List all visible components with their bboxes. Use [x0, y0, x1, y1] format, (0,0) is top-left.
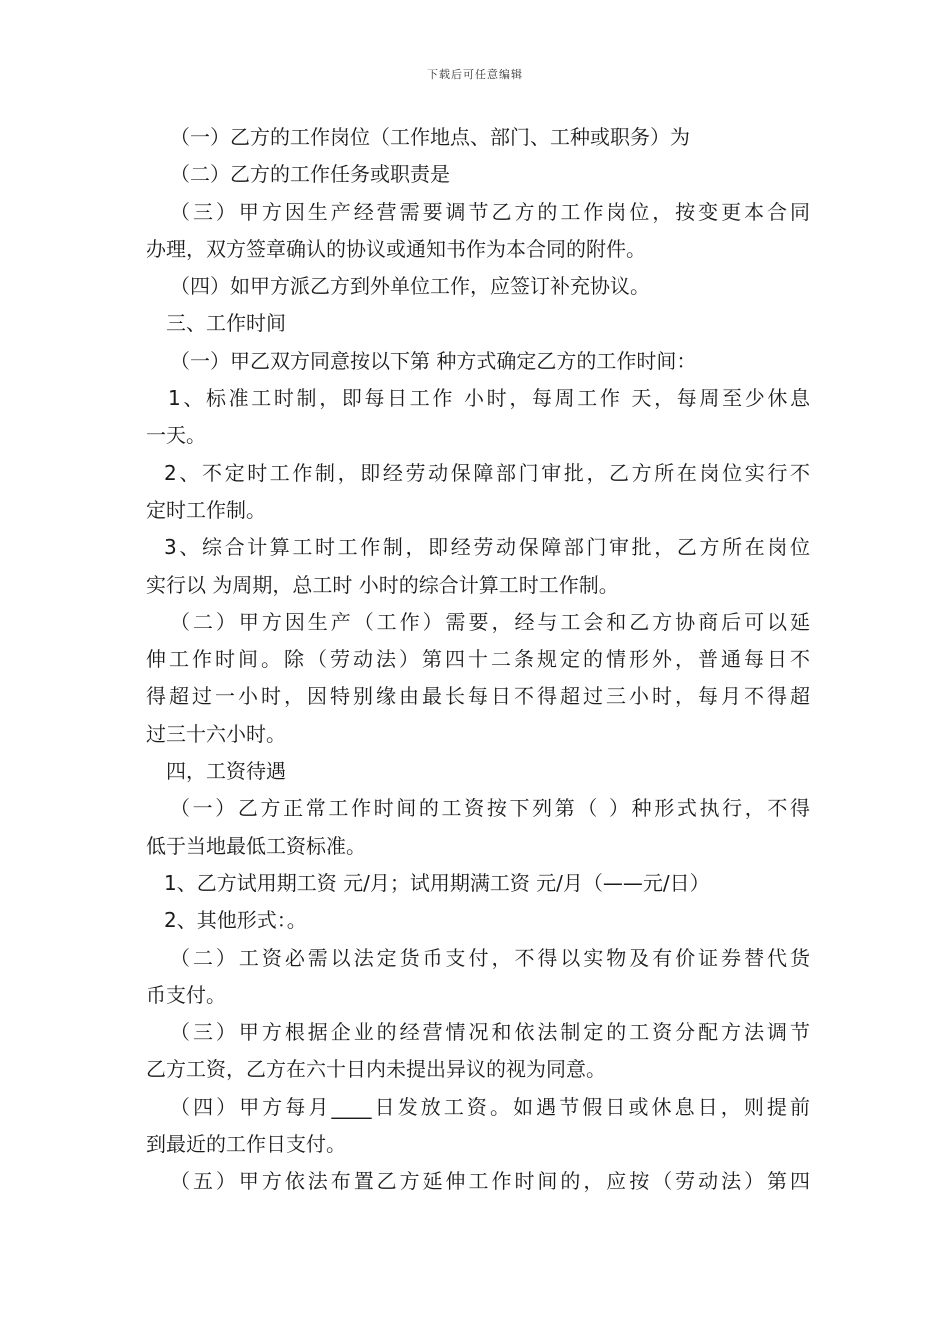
text-line: 3、综合计算工时工作制，即经劳动保障部门审批，乙方所在岗位: [164, 535, 810, 560]
text-line: 伸工作时间。除（劳动法）第四十二条规定的情形外，普通每日不: [146, 647, 810, 672]
text-line: （五）甲方依法布置乙方延伸工作时间的，应按（劳动法）第四: [170, 1169, 810, 1194]
page-header: 下载后可任意编辑: [427, 68, 523, 81]
text-line: （二）甲方因生产（工作）需要，经与工会和乙方协商后可以延: [170, 609, 810, 634]
text-line: 过三十六小时。: [146, 721, 286, 746]
text-line: （四）如甲方派乙方到外单位工作，应签订补充协议。: [170, 274, 650, 299]
text-line: 低于当地最低工资标准。: [146, 833, 366, 858]
text-line: 定时工作制。: [146, 497, 266, 522]
text-line: （二）工资必需以法定货币支付，不得以实物及有价证券替代货: [170, 945, 810, 970]
text-line: 1、标准工时制，即每日工作 小时，每周工作 天，每周至少休息: [168, 386, 810, 411]
text-line: 一天。: [146, 423, 206, 448]
text-line: 得超过一小时，因特别缘由最长每日不得超过三小时，每月不得超: [146, 684, 810, 709]
text-line: （三）甲方根据企业的经营情况和依法制定的工资分配方法调节: [170, 1020, 810, 1045]
text-line: 三、工作时间: [166, 311, 286, 336]
text-line: 办理，双方签章确认的协议或通知书作为本合同的附件。: [146, 236, 646, 261]
text-line: （一）乙方正常工作时间的工资按下列第（ ）种形式执行，不得: [170, 796, 810, 821]
text-line: 2、不定时工作制，即经劳动保障部门审批，乙方所在岗位实行不: [164, 460, 810, 485]
text-line: 实行以 为周期，总工时 小时的综合计算工时工作制。: [146, 572, 619, 597]
text-line: 币支付。: [146, 982, 226, 1007]
text-line: （一）乙方的工作岗位（工作地点、部门、工种或职务）为: [170, 125, 690, 149]
text-line: （四）甲方每月____日发放工资。如遇节假日或休息日，则提前: [170, 1094, 810, 1119]
text-line: 2、其他形式：。: [164, 908, 307, 933]
text-line: （二）乙方的工作任务或职责是: [170, 162, 450, 187]
text-line: 四，工资待遇: [166, 759, 286, 784]
text-line: 乙方工资，乙方在六十日内未提出异议的视为同意。: [146, 1057, 606, 1082]
text-line: 到最近的工作日支付。: [146, 1132, 346, 1157]
text-line: （三）甲方因生产经营需要调节乙方的工作岗位，按变更本合同: [170, 199, 810, 224]
document-body: [146, 119, 810, 1201]
text-line: 1、乙方试用期工资 元/月；试用期满工资 元/月（——元/日）: [164, 870, 710, 895]
text-line: （一）甲乙双方同意按以下第 种方式确定乙方的工作时间：: [170, 348, 697, 373]
